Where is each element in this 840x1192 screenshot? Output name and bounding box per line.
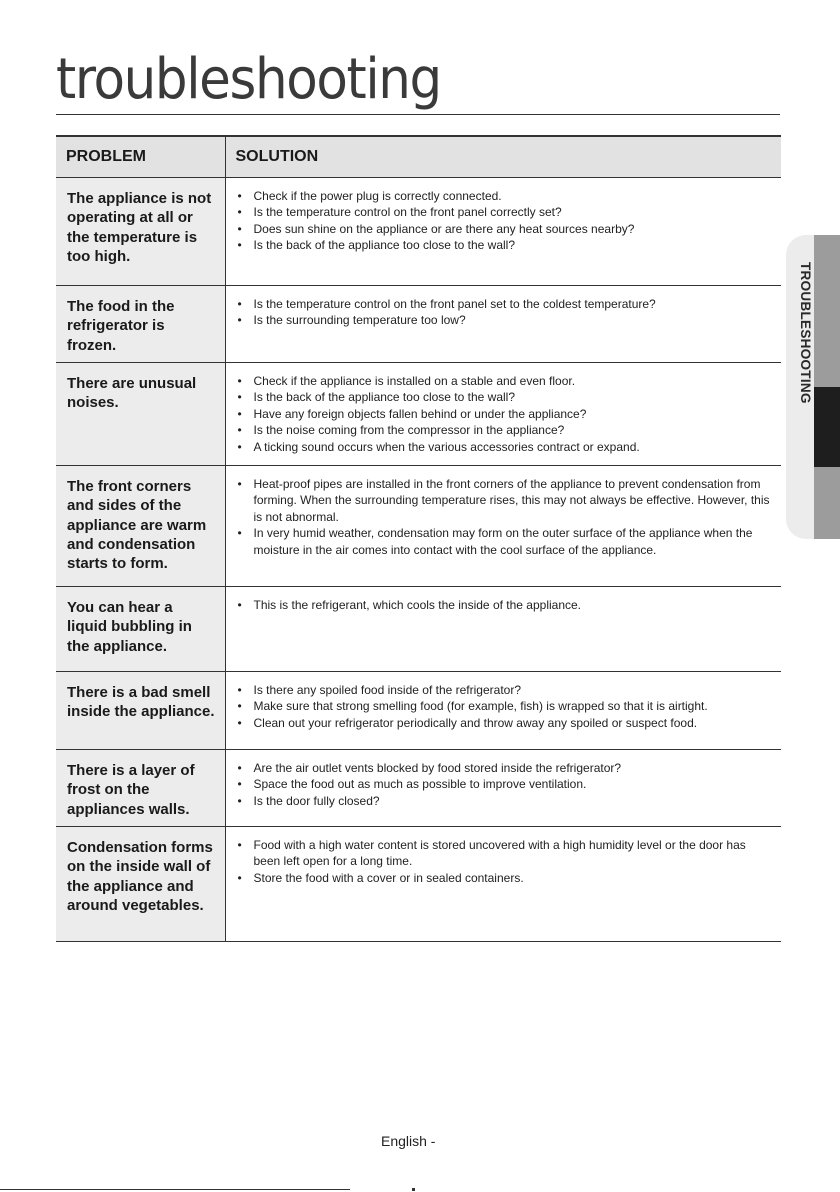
solution-cell [225, 178, 781, 286]
table-row [56, 672, 781, 750]
solution-item: • Is the noise coming from the compressor in the appliance? [236, 422, 774, 438]
table-row [56, 286, 781, 363]
footer-divider [0, 1189, 350, 1190]
problem-cell: The front corners and sides of the appliance are warm and condensation starts to form. [56, 466, 225, 587]
page-title: troubleshooting [56, 47, 441, 112]
section-tab-marker [814, 387, 840, 467]
section-tab-strip [814, 467, 840, 539]
solution-item: • Food with a high water content is stored uncovered with a high humidity level or the door has been left open for a long time. [236, 837, 774, 870]
problem-cell: There is a bad smell inside the appliance. [56, 672, 225, 750]
title-divider [56, 114, 780, 115]
solution-item: • Heat-proof pipes are installed in the front corners of the appliance to prevent condensation from forming. When the surrounding temperature rises, this may not always be effective. However, this is not abnormal. [236, 476, 774, 525]
solution-cell [225, 587, 781, 672]
solution-item: • This is the refrigerant, which cools the inside of the appliance. [236, 597, 774, 613]
problem-cell: You can hear a liquid bubbling in the appliance. [56, 587, 225, 672]
solution-item: • Is the back of the appliance too close to the wall? [236, 389, 774, 405]
solution-item: • Does sun shine on the appliance or are there any heat sources nearby? [236, 221, 774, 237]
solution-item: • Make sure that strong smelling food (for example, fish) is wrapped so that it is airtight. [236, 698, 774, 714]
solution-item: • Is the temperature control on the front panel set to the coldest temperature? [236, 296, 774, 312]
solution-item: • Clean out your refrigerator periodically and throw away any spoiled or suspect food. [236, 715, 774, 731]
solution-item: • Is the temperature control on the front panel correctly set? [236, 204, 774, 220]
solution-item: • Have any foreign objects fallen behind or under the appliance? [236, 406, 774, 422]
solution-item: • Check if the power plug is correctly connected. [236, 188, 774, 204]
solution-item: • Are the air outlet vents blocked by food stored inside the refrigerator? [236, 760, 774, 776]
section-tab-strip [814, 235, 840, 387]
solution-cell [225, 363, 781, 466]
footer-language-label: English - [381, 1133, 436, 1149]
table-row [56, 750, 781, 827]
problem-cell: The food in the refrigerator is frozen. [56, 286, 225, 363]
table-row [56, 827, 781, 942]
solution-item: • Is there any spoiled food inside of the refrigerator? [236, 682, 774, 698]
problem-cell: There are unusual noises. [56, 363, 225, 466]
table-row [56, 178, 781, 286]
problem-cell: The appliance is not operating at all or the temperature is too high. [56, 178, 225, 286]
solution-item: • Is the door fully closed? [236, 793, 774, 809]
solution-cell [225, 286, 781, 363]
problem-cell: Condensation forms on the inside wall of the appliance and around vegetables. [56, 827, 225, 942]
table-row [56, 466, 781, 587]
solution-cell [225, 672, 781, 750]
solution-item: • In very humid weather, condensation may form on the outer surface of the appliance when the moisture in the air comes into contact with the cool surface of the appliance. [236, 525, 774, 558]
solution-item: • Is the surrounding temperature too low? [236, 312, 774, 328]
solution-cell [225, 750, 781, 827]
troubleshooting-table [56, 135, 781, 942]
solution-item: • Check if the appliance is installed on a stable and even floor. [236, 373, 774, 389]
solution-column-header: SOLUTION [225, 136, 781, 178]
solution-cell [225, 827, 781, 942]
solution-item: • Space the food out as much as possible to improve ventilation. [236, 776, 774, 792]
solution-item: • Is the back of the appliance too close to the wall? [236, 237, 774, 253]
problem-column-header: PROBLEM [56, 136, 225, 178]
solution-cell [225, 466, 781, 587]
section-tab-label: TROUBLESHOOTING [798, 262, 813, 404]
footer-mark [412, 1188, 415, 1191]
table-header-row [56, 136, 781, 178]
table-row [56, 363, 781, 466]
table-row [56, 587, 781, 672]
solution-item: • Store the food with a cover or in sealed containers. [236, 870, 774, 886]
solution-item: • A ticking sound occurs when the various accessories contract or expand. [236, 439, 774, 455]
problem-cell: There is a layer of frost on the appliances walls. [56, 750, 225, 827]
